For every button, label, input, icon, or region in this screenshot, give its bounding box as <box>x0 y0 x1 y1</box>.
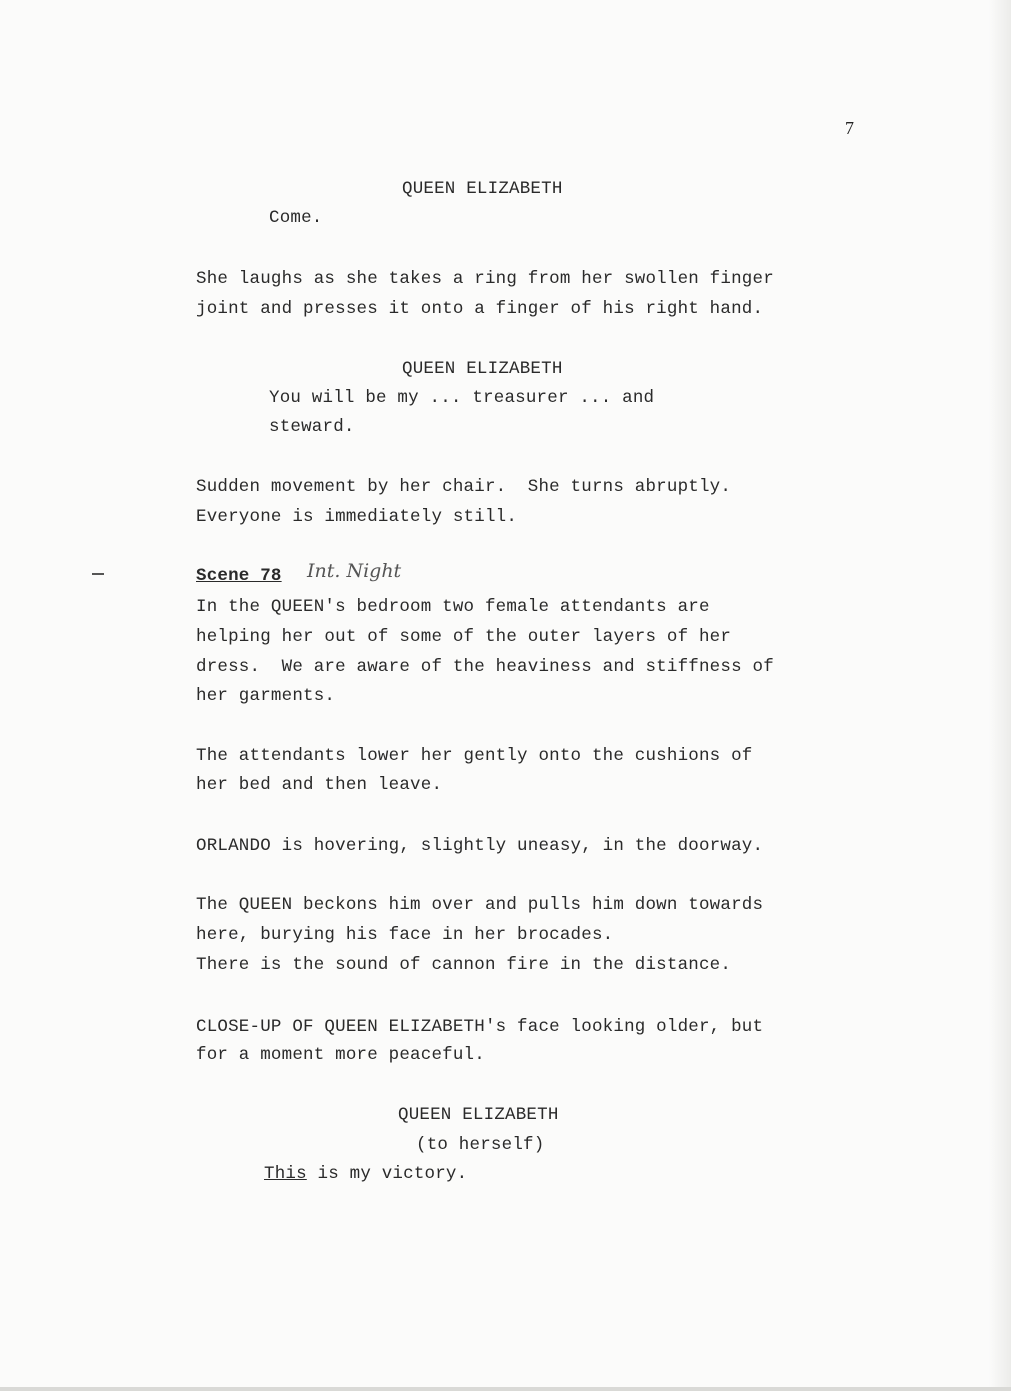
page-bottom-edge <box>0 1387 1011 1391</box>
dialogue-line <box>264 1159 467 1189</box>
action-line: In the QUEEN's bedroom two female attendants are <box>196 597 710 617</box>
dialogue-line: Come. <box>269 208 323 228</box>
scene-heading: Scene 78 <box>196 566 282 586</box>
parenthetical: (to herself) <box>416 1135 545 1155</box>
action-line: Sudden movement by her chair. She turns abruptly. <box>196 477 732 497</box>
action-line: ORLANDO is hovering, slightly uneasy, in the doorway. <box>196 836 764 856</box>
action-line: Everyone is immediately still. <box>196 507 518 527</box>
dialogue-line: You will be my ... treasurer ... and <box>269 388 655 408</box>
action-line: her bed and then leave. <box>196 775 443 795</box>
dialogue-line: steward. <box>269 417 355 437</box>
action-line: She laughs as she takes a ring from her swollen finger <box>196 269 774 289</box>
emphasized-word: This <box>264 1164 307 1184</box>
action-line: helping her out of some of the outer layers of her <box>196 627 732 647</box>
action-line: The QUEEN beckons him over and pulls him down towards <box>196 895 764 915</box>
action-line: The attendants lower her gently onto the cushions of <box>196 746 753 766</box>
handwritten-annotation: Int. Night <box>307 560 402 582</box>
page-number: 7 <box>845 118 854 138</box>
page-edge-shadow <box>989 0 1011 1391</box>
action-line: CLOSE-UP OF QUEEN ELIZABETH's face looking older, but <box>196 1017 764 1037</box>
character-name: QUEEN ELIZABETH <box>398 1105 559 1125</box>
action-line: here, burying his face in her brocades. <box>196 925 614 945</box>
action-line: for a moment more peaceful. <box>196 1045 485 1065</box>
margin-mark <box>92 573 104 575</box>
action-line: There is the sound of cannon fire in the distance. <box>196 955 732 975</box>
character-name: QUEEN ELIZABETH <box>402 359 563 379</box>
dialogue-rest: is my victory. <box>306 1164 468 1184</box>
character-name: QUEEN ELIZABETH <box>402 179 563 199</box>
action-line: her garments. <box>196 686 336 706</box>
action-line: joint and presses it onto a finger of his right hand. <box>196 299 764 319</box>
action-line: dress. We are aware of the heaviness and stiffness of <box>196 657 774 677</box>
